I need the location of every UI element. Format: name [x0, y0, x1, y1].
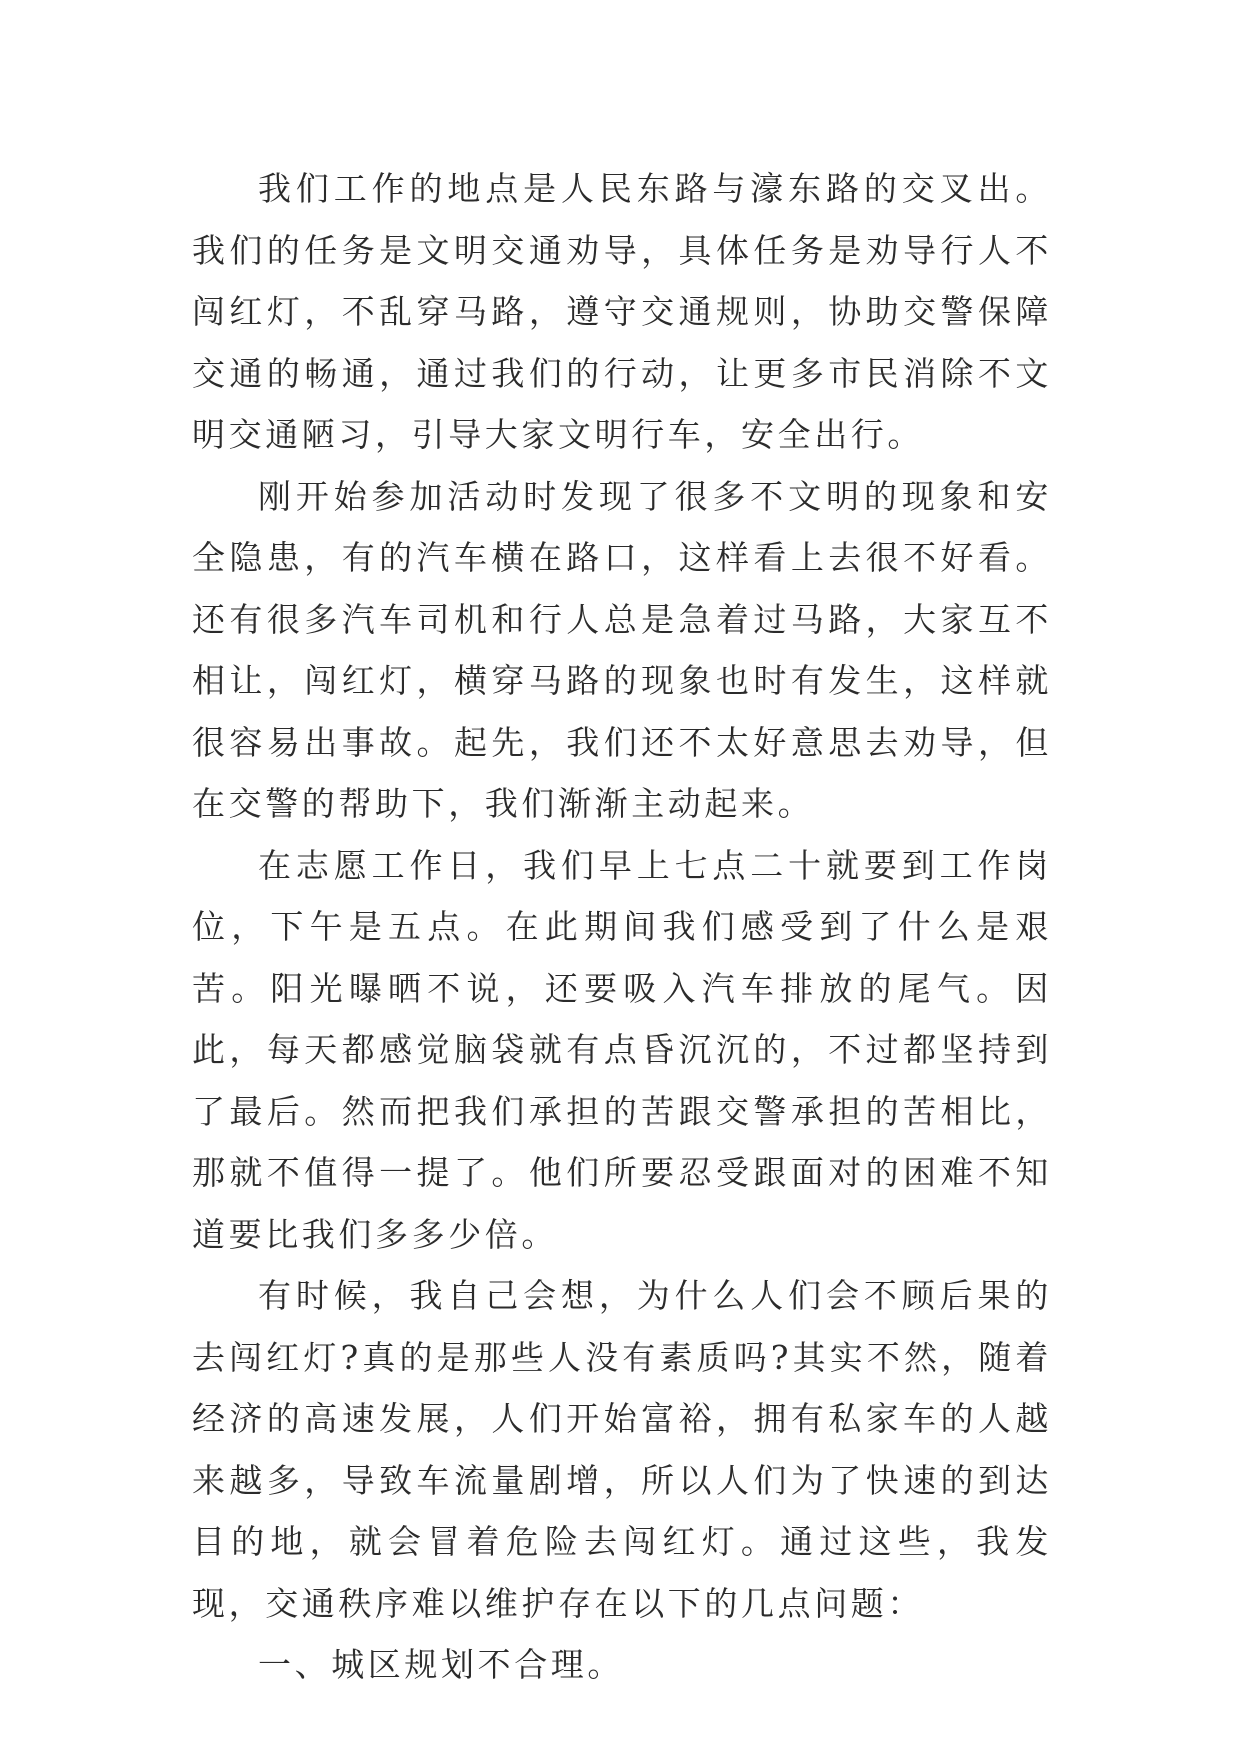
- paragraph-1: 我们工作的地点是人民东路与濠东路的交叉出。我们的任务是文明交通劝导，具体任务是劝导行人不闯红灯，不乱穿马路，遵守交通规则，协助交警保障交通的畅通，通过我们的行动，让更多市民消除不文明交通陋习，引导大家文明行车，安全出行。: [192, 169, 1052, 454]
- paragraph-3: 在志愿工作日，我们早上七点二十就要到工作岗位，下午是五点。在此期间我们感受到了什么是艰苦。阳光曝晒不说，还要吸入汽车排放的尾气。因此，每天都感觉脑袋就有点昏沉沉的，不过都坚持到了最后。然而把我们承担的苦跟交警承担的苦相比，那就不值得一提了。他们所要忍受跟面对的困难不知道要比我们多多少倍。: [192, 845, 1052, 1254]
- paragraph-5: 一、城区规划不合理。: [258, 1645, 624, 1684]
- paragraph-4: 有时候，我自己会想，为什么人们会不顾后果的去闯红灯?真的是那些人没有素质吗?其实不然，随着经济的高速发展，人们开始富裕，拥有私家车的人越来越多，导致车流量剧增，所以人们为了快速的到达目的地，就会冒着危险去闯红灯。通过这些，我发现，交通秩序难以维护存在以下的几点问题：: [192, 1276, 1052, 1623]
- paragraph-2: 刚开始参加活动时发现了很多不文明的现象和安全隐患，有的汽车横在路口，这样看上去很不好看。还有很多汽车司机和行人总是急着过马路，大家互不相让，闯红灯，横穿马路的现象也时有发生，这样就很容易出事故。起先，我们还不太好意思去劝导，但在交警的帮助下，我们渐渐主动起来。: [192, 476, 1052, 823]
- document-body: [192, 158, 1052, 1696]
